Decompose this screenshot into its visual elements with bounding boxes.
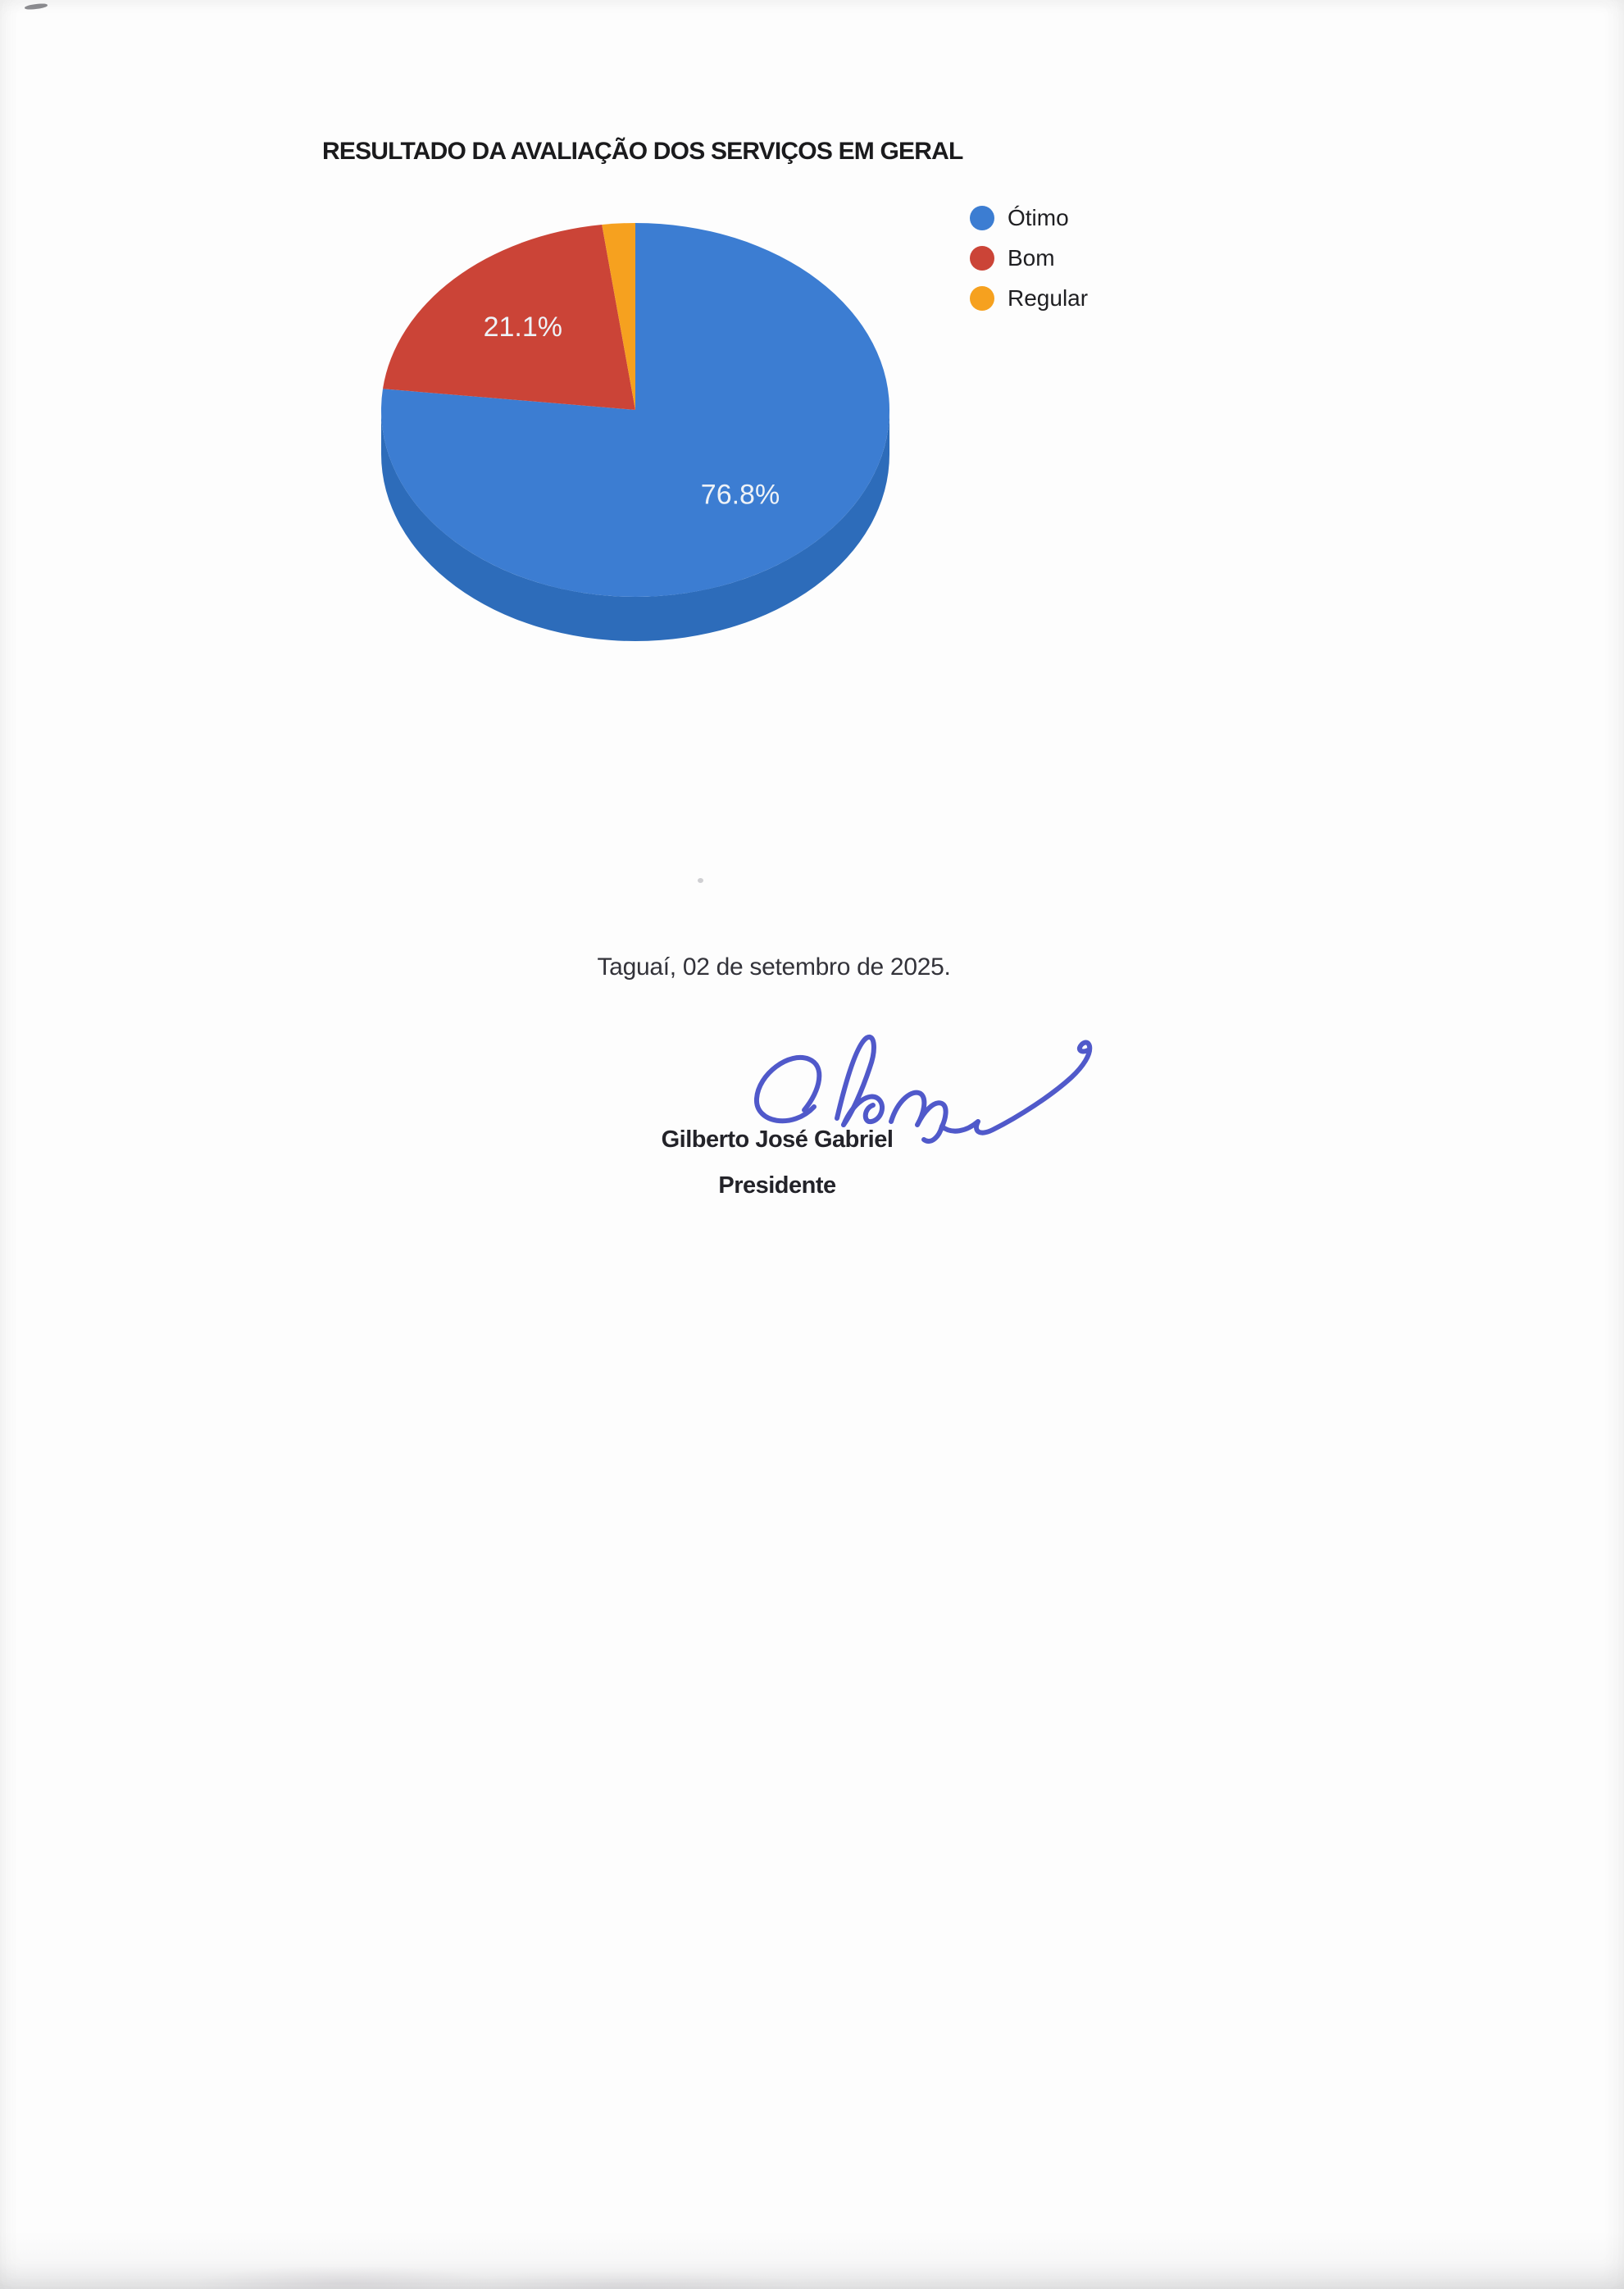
legend-item (970, 245, 1088, 271)
legend-swatch-dot (970, 286, 994, 311)
chart-legend (970, 205, 1088, 312)
legend-label: Ótimo (1008, 205, 1069, 230)
legend-label: Regular (1008, 285, 1089, 311)
scan-artifact-dust (698, 878, 703, 883)
scan-artifact-mark (25, 2, 48, 10)
pie-slice-label: 21.1% (483, 311, 563, 343)
signer-role: Presidente (718, 1172, 836, 1199)
pie-chart (369, 205, 910, 664)
signer-name: Gilberto José Gabriel (661, 1126, 894, 1153)
signature-stroke-descender (924, 1126, 942, 1141)
signature-stroke-as (891, 1093, 946, 1126)
signature-stroke-a (844, 1097, 882, 1125)
legend-swatch-dot (970, 246, 994, 271)
legend-item (970, 285, 1088, 312)
date-line: Taguaí, 02 de setembro de 2025. (597, 953, 951, 981)
scan-artifact-bottom-band (0, 2232, 1624, 2289)
legend-swatch-dot (970, 206, 994, 230)
signature-stroke-flourish (942, 1043, 1089, 1133)
legend-item (970, 205, 1088, 231)
legend-label: Bom (1008, 245, 1055, 271)
chart-title: RESULTADO DA AVALIAÇÃO DOS SERVIÇOS EM GERAL (322, 138, 963, 165)
signature-stroke-c (757, 1058, 819, 1121)
pie-slice-label: 76.8% (700, 479, 780, 511)
